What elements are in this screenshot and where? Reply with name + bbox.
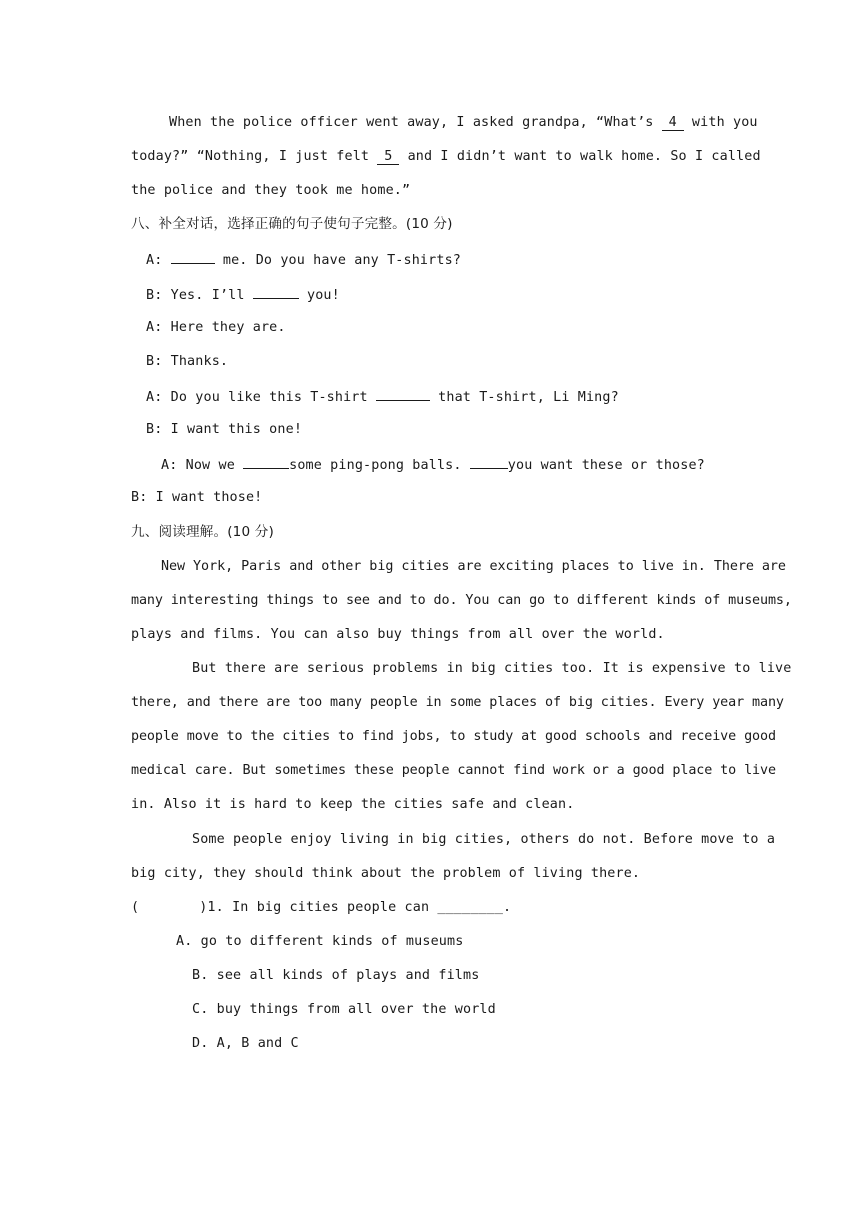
- dialogue-line: [146, 387, 619, 407]
- passage-line: in. Also it is hard to keep the cities safe and clean.: [131, 797, 575, 812]
- passage-line: plays and films. You can also buy things from all over the world.: [131, 627, 665, 642]
- answer-blank[interactable]: [253, 285, 299, 299]
- answer-blank[interactable]: [171, 250, 215, 264]
- story-text: today?” “Nothing, I just felt: [131, 149, 378, 164]
- dialogue-line: B: Thanks.: [146, 354, 229, 369]
- dialogue-line: B: I want those!: [131, 490, 263, 505]
- option-d: D. A, B and C: [192, 1036, 299, 1051]
- story-line-2: [131, 148, 761, 166]
- answer-blank[interactable]: [376, 387, 430, 401]
- blank-5[interactable]: 5: [377, 150, 399, 165]
- story-text: When the police officer went away, I asked grandpa, “What’s: [169, 115, 662, 130]
- option-c: C. buy things from all over the world: [192, 1002, 496, 1017]
- dialogue-text: me. Do you have any T-shirts?: [214, 253, 461, 268]
- passage-line: many interesting things to see and to do. You can go to different kinds of museums,: [131, 593, 792, 608]
- dialogue-text: some ping-pong balls.: [289, 458, 470, 473]
- dialogue-text: A: Now we: [161, 458, 244, 473]
- dialogue-text: A:: [146, 253, 171, 268]
- question-stem: )1. In big cities people can ________.: [199, 900, 512, 915]
- story-line-1: [169, 114, 758, 132]
- option-a: A. go to different kinds of museums: [176, 934, 464, 949]
- section-8-heading: 八、补全对话，选择正确的句子使句子完整。(10 分): [131, 216, 453, 232]
- dialogue-line: [146, 250, 461, 270]
- question-1: [131, 899, 511, 917]
- passage-line: Some people enjoy living in big cities, others do not. Before move to a: [192, 832, 776, 847]
- blank-4[interactable]: 4: [662, 116, 684, 131]
- answer-blank[interactable]: [243, 455, 289, 469]
- passage-line: big city, they should think about the problem of living there.: [131, 866, 641, 881]
- story-text: and I didn’t want to walk home. So I called: [399, 149, 761, 164]
- dialogue-line: B: I want this one!: [146, 422, 303, 437]
- answer-paren-open: (: [131, 900, 140, 915]
- dialogue-text: that T-shirt, Li Ming?: [429, 390, 619, 405]
- dialogue-text: you want these or those?: [507, 458, 705, 473]
- passage-line: But there are serious problems in big cities too. It is expensive to live: [192, 661, 792, 676]
- story-line-3: the police and they took me home.”: [131, 183, 411, 198]
- dialogue-line: A: Here they are.: [146, 320, 286, 335]
- passage-line: New York, Paris and other big cities are exciting places to live in. There are: [161, 559, 786, 574]
- dialogue-text: A: Do you like this T-shirt: [146, 390, 376, 405]
- passage-line: people move to the cities to find jobs, to study at good schools and receive good: [131, 729, 776, 744]
- passage-line: there, and there are too many people in some places of big cities. Every year many: [131, 695, 784, 710]
- dialogue-text: B: Yes. I’ll: [146, 288, 253, 303]
- dialogue-line: [161, 455, 705, 475]
- dialogue-text: you!: [298, 288, 340, 303]
- answer-blank[interactable]: [470, 455, 508, 469]
- passage-line: medical care. But sometimes these people cannot find work or a good place to live: [131, 763, 776, 778]
- dialogue-line: [146, 285, 340, 305]
- story-text: with you: [683, 115, 758, 130]
- section-9-heading: 九、阅读理解。(10 分): [131, 524, 274, 540]
- option-b: B. see all kinds of plays and films: [192, 968, 480, 983]
